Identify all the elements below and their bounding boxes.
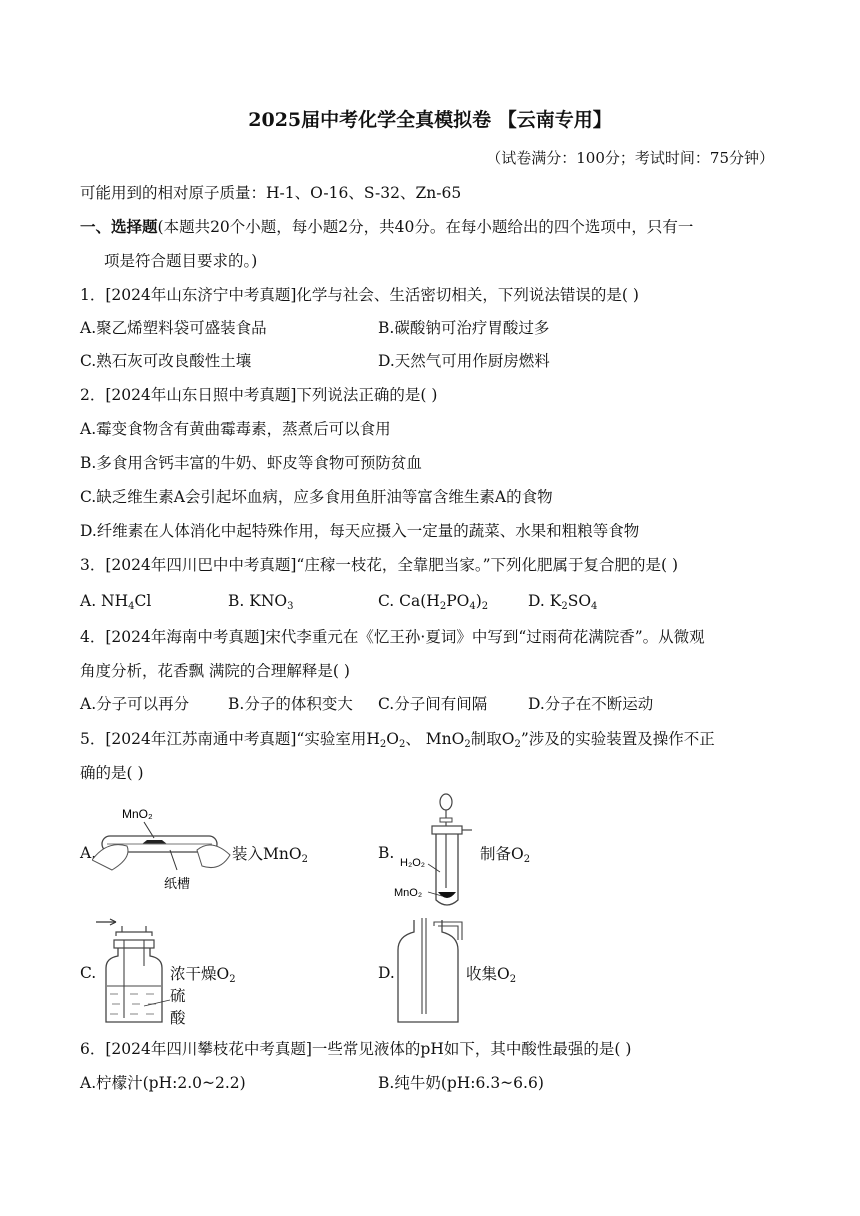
q4-option-b: B.分子的体积变大 [228,695,353,713]
q4-stem-cont: 角度分析，花香飘 满院的合理解释是( ) [80,662,350,680]
q6-option-b: B.纯牛奶(pH:6.3~6.6) [378,1074,544,1092]
fig-c-acid-label-2: 酸 [170,1009,186,1027]
gas-drying-bottle-figure [92,916,172,1028]
q6-option-a: A.柠檬汁(pH:2.0~2.2) [80,1074,246,1092]
q2-stem: 2．[2024年山东日照中考真题]下列说法正确的是( ) [80,386,438,404]
q6-stem: 6．[2024年四川攀枝花中考真题]一些常见液体的pH如下，其中酸性最强的是( ) [80,1040,632,1058]
fig-c-acid-label: 硫 [170,987,186,1005]
fig-a-mno2-label: MnO₂ [122,807,153,821]
fig-b-mno2-label: MnO₂ [394,887,423,899]
q3-option-a: A. $NH_4Cl$ [80,592,152,612]
q5-stem-cont: 确的是( ) [80,764,144,782]
section1-desc: (本题共20个小题，每小题2分，共40分。在每小题给出的四个选项中，只有一 [157,218,694,236]
q1-stem: 1．[2024年山东济宁中考真题]化学与社会、生活密切相关，下列说法错误的是( ) [80,286,639,304]
section1-heading: 一、选择题 [80,217,158,236]
q5-option-a-caption: 装入MnO$_2$ [232,845,308,865]
q4-option-d: D.分子在不断运动 [528,695,654,713]
test-tube-loading-figure [92,800,232,890]
q2-option-b: B.多食用含钙丰富的牛奶、虾皮等食物可预防贫血 [80,454,422,472]
q5-option-c-label: C. [80,964,97,982]
q5-option-b-caption: 制备$O_2$ [480,845,531,865]
q1-option-b: B.碳酸钠可治疗胃酸过多 [378,319,550,337]
q5-option-d-label: D. [378,964,395,982]
gas-collection-bottle-figure [392,918,466,1026]
fig-b-h2o2-label: H₂O₂ [400,857,426,869]
page-title: 2025届中考化学全真模拟卷 【云南专用】 [248,109,612,131]
q5-option-a-label: A. [80,844,97,862]
q4-option-c: C.分子间有间隔 [378,695,488,713]
q3-option-c: C. $Ca(H_2PO_4)_2$ [378,592,489,612]
q1-option-c: C.熟石灰可改良酸性土壤 [80,352,252,370]
fig-a-groove-label: 纸槽 [164,876,191,890]
q2-option-d: D.纤维素在人体消化中起特殊作用，每天应摄入一定量的蔬菜、水果和粗粮等食物 [80,522,640,540]
q3-option-d: D. $K_2SO_4$ [528,592,598,612]
q5-option-d-caption: 收集$O_2$ [466,965,517,985]
q2-option-c: C.缺乏维生素A会引起坏血病，应多食用鱼肝油等富含维生素A的食物 [80,488,553,506]
q3-stem: 3．[2024年四川巴中中考真题]“庄稼一枝花，全靠肥当家。”下列化肥属于复合肥的是( ) [80,556,679,574]
section1-desc-cont: 项是符合题目要求的。) [104,252,258,270]
exam-info: （试卷满分：100分；考试时间：75分钟） [486,149,774,167]
q3-option-b: B. $KNO_3$ [228,592,294,612]
q5-option-b-label: B. [378,844,395,862]
oxygen-generator-figure [392,792,472,912]
atomic-masses: 可能用到的相对原子质量：H-1、O-16、S-32、Zn-65 [80,184,462,202]
q1-option-d: D.天然气可用作厨房燃料 [378,352,550,370]
section1-intro [80,217,693,237]
q1-option-a: A.聚乙烯塑料袋可盛装食品 [80,319,267,337]
q5-stem: 5．[2024年江苏南通中考真题]“实验室用$H_2O_2$、 MnO$_2$制取$O_2$”涉及的实验装置及操作不正 [80,730,715,750]
q5-option-c-caption: 浓干燥$O_2$ [170,965,236,985]
q2-option-a: A.霉变食物含有黄曲霉毒素，蒸煮后可以食用 [80,420,391,438]
q4-stem: 4．[2024年海南中考真题]宋代李重元在《忆王孙·夏词》中写到“过雨荷花满院香”。从微观 [80,628,705,646]
q4-option-a: A.分子可以再分 [80,695,190,713]
